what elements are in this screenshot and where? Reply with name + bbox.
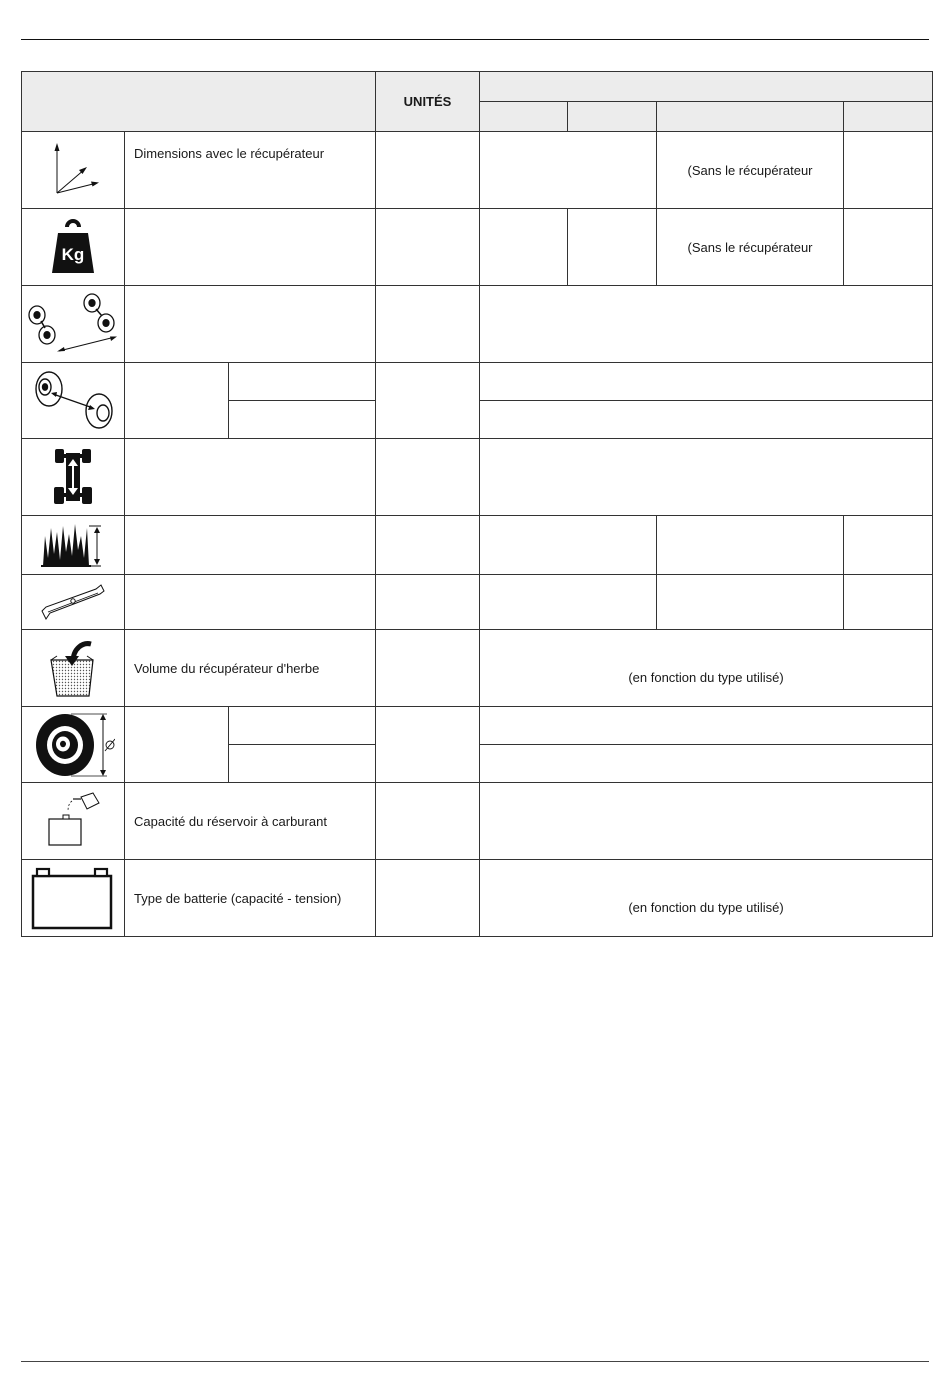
value-cell [480, 783, 933, 860]
value-cell [480, 745, 933, 783]
value-cell [480, 401, 933, 439]
model-column-1 [480, 102, 568, 132]
tyres-sub-label-rear [229, 745, 376, 783]
blade-label-cell [125, 575, 376, 630]
value-cell [480, 286, 933, 363]
tyres-sub-label-front [229, 707, 376, 745]
units-cell [376, 575, 480, 630]
turning-label-cell [125, 439, 376, 516]
tractor-turning-icon [22, 439, 125, 516]
track-sub-label-front [229, 363, 376, 401]
table-row [22, 783, 933, 860]
value-cell [480, 575, 657, 630]
header-description-cell [22, 72, 376, 132]
value-cell [480, 439, 933, 516]
value-cell [657, 516, 844, 575]
specifications-table [21, 71, 933, 937]
table-row [22, 860, 933, 937]
units-cell [376, 209, 480, 286]
tyres-label-cell [125, 707, 229, 783]
units-cell [376, 132, 480, 209]
table-row [22, 132, 933, 209]
value-cell [844, 132, 933, 209]
table-row [22, 363, 933, 401]
fuel-tank-icon [22, 783, 125, 860]
table-row [22, 575, 933, 630]
table-row [22, 286, 933, 363]
model-column-3 [657, 102, 844, 132]
table-row [22, 439, 933, 516]
top-rule [21, 39, 929, 40]
value-cell [657, 575, 844, 630]
battery-label: Type de batterie (capacité - tension) [125, 860, 376, 937]
track-label-cell [125, 363, 229, 439]
fuel-label: Capacité du réservoir à carburant [125, 783, 376, 860]
units-cell [376, 707, 480, 783]
units-cell [376, 630, 480, 707]
table-row [22, 516, 933, 575]
battery-note: (en fonction du type utilisé) [480, 860, 933, 937]
value-cell [480, 209, 568, 286]
wheelbase-icon [22, 286, 125, 363]
units-header: UNITÉS [376, 72, 480, 132]
value-cell [480, 516, 657, 575]
tyre-diameter-icon [22, 707, 125, 783]
cutting-height-icon [22, 516, 125, 575]
units-cell [376, 516, 480, 575]
models-header-cell [480, 72, 933, 102]
table-row [22, 630, 933, 707]
grass-collector-icon [22, 630, 125, 707]
value-cell [480, 363, 933, 401]
wheelbase-label-cell [125, 286, 376, 363]
bottom-rule [21, 1361, 929, 1362]
model-column-4 [844, 102, 933, 132]
value-cell [844, 516, 933, 575]
dimensions-label: Dimensions avec le récupérateur [125, 132, 376, 209]
weight-label-cell [125, 209, 376, 286]
units-cell [376, 363, 480, 439]
value-cell [844, 209, 933, 286]
weight-kg-icon [22, 209, 125, 286]
value-cell [480, 132, 657, 209]
value-cell [568, 209, 657, 286]
weight-icon-text: Kg [61, 245, 85, 264]
track-width-icon [22, 363, 125, 439]
axes-dimensions-icon [22, 132, 125, 209]
value-cell [844, 575, 933, 630]
blade-icon [22, 575, 125, 630]
units-cell [376, 286, 480, 363]
table-row [22, 707, 933, 745]
collector-note: (en fonction du type utilisé) [480, 630, 933, 707]
units-cell [376, 783, 480, 860]
battery-icon [22, 860, 125, 937]
dimensions-note: (Sans le récupérateur [657, 132, 844, 209]
model-column-2 [568, 102, 657, 132]
cutting-height-label-cell [125, 516, 376, 575]
track-sub-label-rear [229, 401, 376, 439]
table-row [22, 209, 933, 286]
value-cell [480, 707, 933, 745]
units-cell [376, 439, 480, 516]
collector-label: Volume du récupérateur d'herbe [125, 630, 376, 707]
weight-note: (Sans le récupérateur [657, 209, 844, 286]
units-cell [376, 860, 480, 937]
